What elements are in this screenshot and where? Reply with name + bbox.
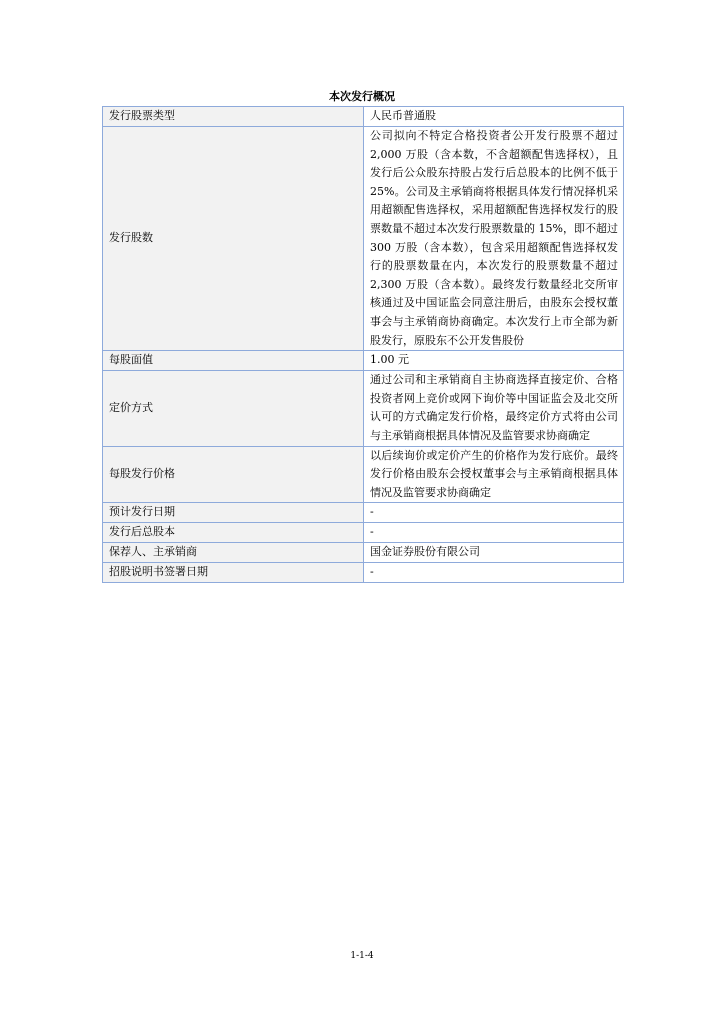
row-value: 通过公司和主承销商自主协商选择直接定价、合格投资者网上竞价或网下询价等中国证监会及北交所认可的方式确定发行价格，最终定价方式将由公司与主承销商根据具体情况及监管要求协商确定 <box>364 371 624 446</box>
table-row <box>103 503 624 523</box>
row-label: 发行股数 <box>103 127 364 351</box>
page-title: 本次发行概况 <box>329 90 395 103</box>
row-label: 定价方式 <box>103 371 364 446</box>
row-value: - <box>364 523 624 543</box>
offering-overview-table <box>102 106 624 583</box>
table-row <box>103 127 624 351</box>
row-label: 保荐人、主承销商 <box>103 543 364 563</box>
table-row <box>103 523 624 543</box>
row-value: - <box>364 503 624 523</box>
row-label: 发行后总股本 <box>103 523 364 543</box>
row-value: 以后续询价或定价产生的价格作为发行底价。最终发行价格由股东会授权董事会与主承销商根据具体情况及监管要求协商确定 <box>364 446 624 503</box>
table-row <box>103 543 624 563</box>
row-label: 每股发行价格 <box>103 446 364 503</box>
row-label: 预计发行日期 <box>103 503 364 523</box>
row-value: 人民币普通股 <box>364 107 624 127</box>
row-value: 国金证券股份有限公司 <box>364 543 624 563</box>
page-number: 1-1-4 <box>350 951 374 961</box>
row-value: 公司拟向不特定合格投资者公开发行股票不超过 2,000 万股（含本数，不含超额配售选择权），且发行后公众股东持股占发行后总股本的比例不低于 25%。公司及主承销商将根据具体发行情况择机采用超额配售选择权，采用超额配售选择权发行的股票数量不超过本次发行股票数量的 15%，即不超过 300 万股（含本数），包含采用超额配售选择权发行的股票数量在内，本次发行的股票数量不超过 2,300 万股（含本数）。最终发行数量经北交所审核通过及中国证监会同意注册后，由股东会授权董事会与主承销商协商确定。本次发行上市全部为新股发行，原股东不公开发售股份 <box>364 127 624 351</box>
row-value: 1.00 元 <box>364 351 624 371</box>
table-row <box>103 107 624 127</box>
table-row <box>103 371 624 446</box>
table-row <box>103 351 624 371</box>
table-row <box>103 563 624 583</box>
table-row <box>103 446 624 503</box>
row-value: - <box>364 563 624 583</box>
row-label: 发行股票类型 <box>103 107 364 127</box>
row-label: 每股面值 <box>103 351 364 371</box>
row-label: 招股说明书签署日期 <box>103 563 364 583</box>
